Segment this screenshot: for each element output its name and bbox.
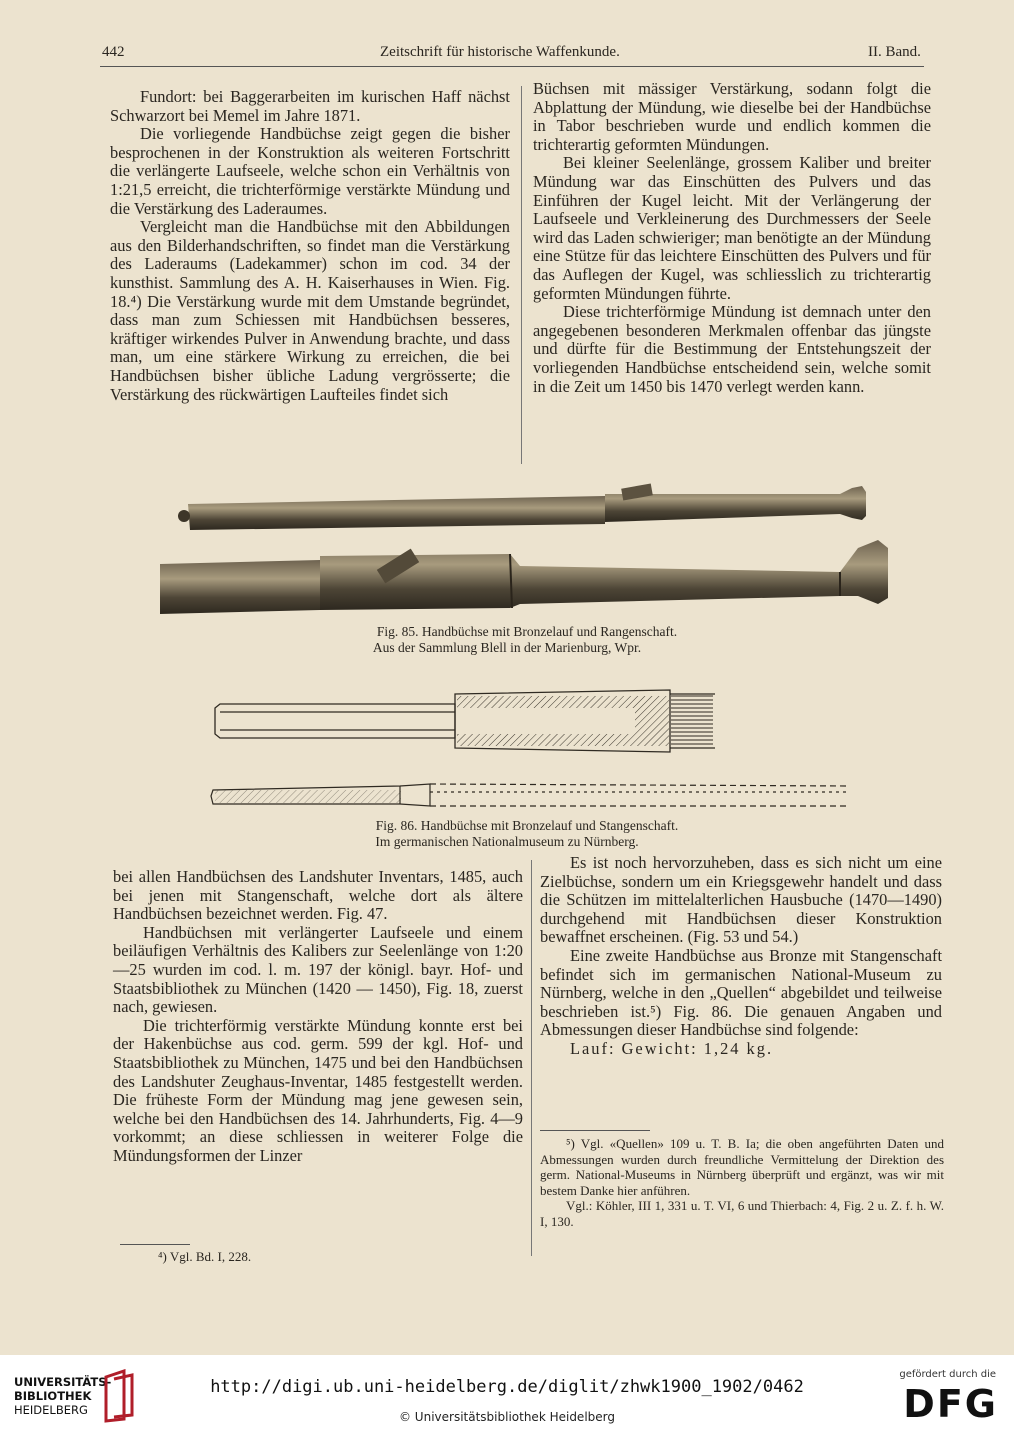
footnote-rule: [120, 1244, 190, 1245]
caption-line: Fig. 85. Handbüchse mit Bronzelauf und Rangenschaft.: [376, 624, 678, 639]
figure-85-caption: [0, 624, 1014, 656]
footnote-rule: [540, 1130, 650, 1131]
stock-upper: [188, 496, 605, 530]
section-outer: [215, 704, 455, 738]
funding-note: gefördert durch die: [899, 1369, 996, 1380]
paragraph: Die vorliegende Handbüchse zeigt gegen die bisher besprochenen in der Konstruktion als weiteren Fortschritt die verlängerte Laufseele, welche schon ein Verhältnis von 1:21,5 erreicht, die trichterförmige verstärkte Mündung und die Verstärkung des Laderaumes.: [110, 124, 510, 218]
footnote: ⁵) Vgl. «Quellen» 109 u. T. B. Ia; die oben angeführten Daten und Abmessungen wurden durch freundliche Vermittelung der Direktion des germ. National-Museums in Nürnberg überprüft und ergänzt, was wir mit bestem Danke hier anführen.: [540, 1136, 944, 1198]
library-name-line: UNIVERSITÄTS-: [14, 1375, 112, 1389]
caption-line: Aus der Sammlung Blell in der Marienburg, Wpr.: [372, 640, 642, 655]
paragraph: Diese trichterförmige Mündung ist demnach unter den angegebenen besonderen Merkmalen offenbar das jüngste und dürfte für die Bestimmung der Entstehungszeit der vorliegenden Handbüchse entscheidend sein, welche somit in die Zeit um 1450 bis 1470 verlegt werden kann.: [533, 302, 931, 396]
barrel-lower: [320, 540, 888, 610]
footnotes-right: [540, 1136, 944, 1229]
left-column-top: [110, 88, 510, 404]
hatch-bottom: [457, 734, 669, 746]
footnote: Vgl.: Köhler, III 1, 331 u. T. VI, 6 und Thierbach: 4, Fig. 2 u. Z. f. h. W. I, 130.: [540, 1198, 944, 1229]
left-column-bottom: [113, 868, 523, 1166]
right-column-top: [533, 80, 931, 396]
paragraph: bei allen Handbüchsen des Landshuter Inventars, 1485, auch bei jenen mit Stangenschaft, welche dort als ältere Handbüchsen bezeichnet werden. Fig. 47.: [113, 867, 523, 924]
dfg-logo: DFG: [903, 1382, 998, 1426]
running-title: Zeitschrift für historische Waffenkunde.: [380, 44, 620, 60]
paragraph: Es ist noch hervorzuheben, dass es sich nicht um eine Zielbüchse, sondern um ein Kriegsgewehr handelt und dass die Schützen im mittelalterlichen Hausbuche (1470—1490) durchgehend mit Handbüchsen dieser Konstruktion bewaffnet erscheinen. (Fig. 53 und 54.): [540, 853, 942, 947]
paragraph: Handbüchsen mit verlängerter Laufseele und einem beiläufigen Verhältnis des Kalibers zur Seelenlänge von 1:20—25 wurden im cod. l. m. 197 der königl. bayr. Hof- und Staatsbibliothek zu München (1420 — 1450), Fig. 18, zuerst nach, gewiesen.: [113, 922, 523, 1017]
page-number: 442: [102, 44, 125, 60]
permalink-url[interactable]: http://digi.ub.uni-heidelberg.de/diglit/zhwk1900_1902/0462: [210, 1377, 804, 1397]
column-divider: [531, 860, 532, 1256]
library-name-line: HEIDELBERG: [14, 1403, 88, 1417]
paragraph: Fundort: bei Baggerarbeiten im kurischen Haff nächst Schwarzort bei Memel im Jahre 1871.: [110, 87, 510, 125]
figure-85-photo: [150, 478, 900, 626]
paragraph: Büchsen mit mässiger Verstärkung, sodann folgt die Abplattung der Mündung, wie dieselbe bei der Handbüchse in Tabor beschrieben wurde und endlich kommen die trichterartig geformten Mündungen.: [533, 79, 931, 154]
right-column-bottom: [540, 854, 942, 1059]
pole-dashed: [430, 784, 850, 806]
header-rule: [100, 66, 924, 67]
figure-86-caption: [0, 818, 1014, 850]
footer-bar: [0, 1355, 1014, 1433]
volume-label: II. Band.: [868, 44, 921, 60]
library-name-line: BIBLIOTHEK: [14, 1389, 92, 1403]
paragraph: Lauf: Gewicht: 1,24 kg.: [570, 1038, 774, 1058]
caption-line: Im germanischen Nationalmuseum zu Nürnberg.: [375, 834, 639, 849]
paragraph: Eine zweite Handbüchse aus Bronze mit Stangenschaft befindet sich im germanischen National-Museum zu Nürnberg, welche in den „Quellen“ abgebildet und teilweise beschrieben ist.⁵) Fig. 86. Die genauen Angaben und Abmessungen dieser Handbüchse sind folgende:: [540, 945, 942, 1040]
column-divider: [521, 86, 522, 464]
stock-ring-upper: [178, 510, 190, 522]
figure-86-drawing: [195, 686, 855, 816]
footnote-left: ⁴) Vgl. Bd. I, 228.: [158, 1249, 252, 1264]
stock-lower: [160, 560, 320, 614]
caption-line: Fig. 86. Handbüchse mit Bronzelauf und Stangenschaft.: [375, 818, 679, 833]
copyright-notice: © Universitätsbibliothek Heidelberg: [398, 1410, 615, 1424]
paragraph: Vergleicht man die Handbüchse mit den Abbildungen aus den Bilderhandschriften, so findet man die Verstärkung des Laderaums (Ladekammer) schon im cod. 34 der kunsthist. Sammlung des A. H. Kaiserhauses in Wien. Fig. 18.⁴) Die Verstärkung wurde mit dem Umstande begründet, dass man zum Schiessen mit Handbüchsen besseres, kräftiger wirkendes Pulver in Anwendung brachte, und dass man, um eine stärkere Wirkung zu erreichen, die bei Handbüchsen bisher übliche Ladung vergrösserte; die Verstärkung des rückwärtigen Laufteiles findet sich: [110, 217, 510, 404]
paragraph: Bei kleiner Seelenlänge, grossem Kaliber und breiter Mündung war das Einschütten des Pulvers und das Einführen der Kugel leicht. Mit der Verlängerung der Laufseele und Verkleinerung des Durchmessers der Seele wird das Laden schwieriger; man benötigte an der Mündung eine Stütze für das leichtere Einschütten des Pulvers und für das Auflegen der Kugel, was schliesslich zu trichterartig geformten Mündungen führte.: [533, 153, 931, 303]
hatch-top: [457, 696, 669, 708]
paragraph: Die trichterförmig verstärkte Mündung konnte erst bei der Hakenbüchse aus cod. germ. 599 der kgl. Hof- und Staatsbibliothek zu München, 1475 und bei den Handbüchsen des Landshuter Zeughaus-Inventar, 1485 festgestellt werden. Die früheste Form der Mündung mag jene gewesen sein, welche bei den Handbüchsen des 14. Jahrhunderts, Fig. 4—9 vorkommt; an diese schliessen in weiterer Folge die Mündungsformen der Linzer: [113, 1015, 523, 1165]
hatch-breech: [635, 708, 669, 734]
